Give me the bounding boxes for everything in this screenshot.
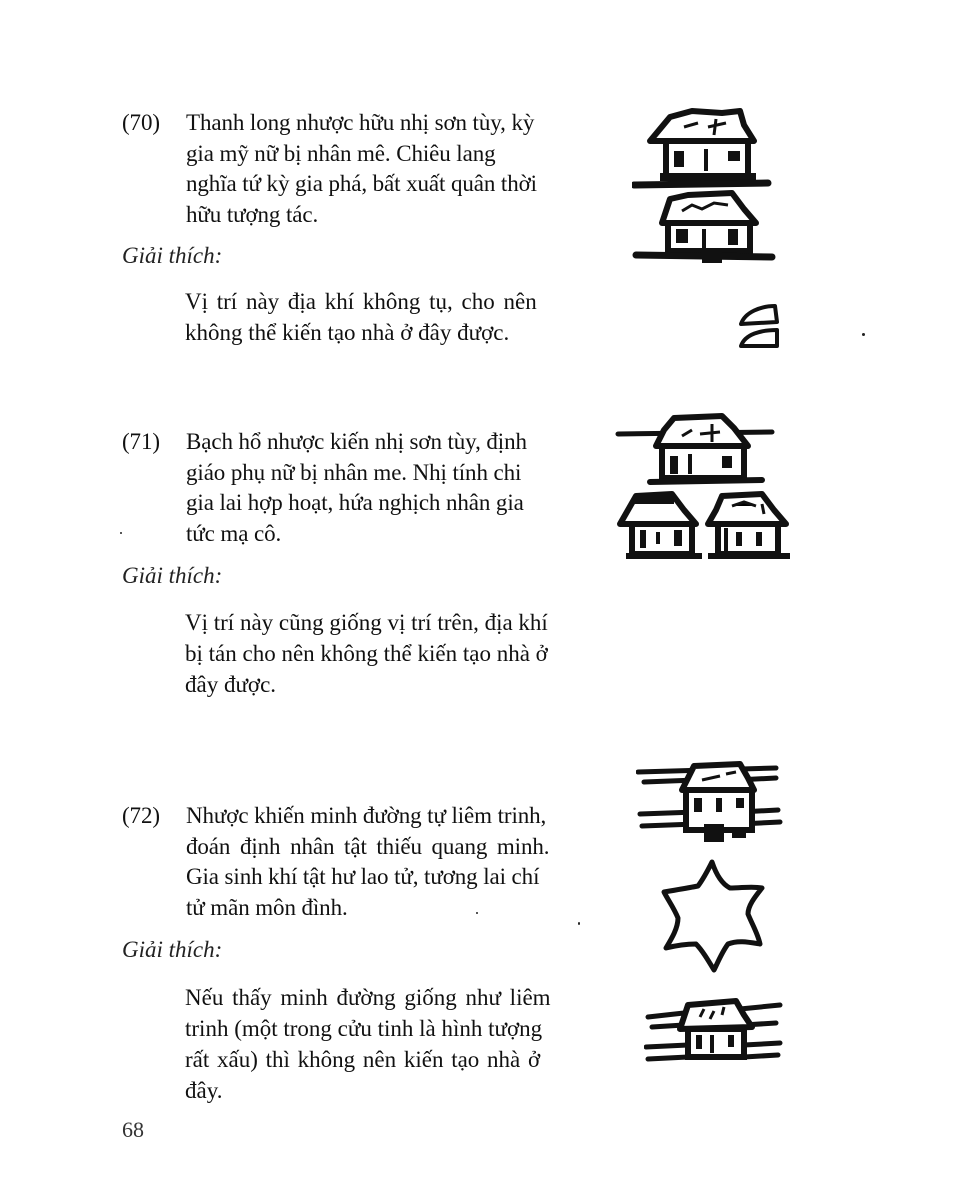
verse-line: gia mỹ nữ bị nhân mê. Chiêu lang	[186, 140, 496, 166]
verse-line: tử mãn môn đình.	[186, 894, 348, 920]
explanation-line: Vị trí này địa khí không tụ, cho nên	[185, 289, 537, 314]
explanation-line: bị tán cho nên không thể kiến tạo nhà ở	[185, 641, 548, 666]
explanation-line: đây.	[185, 1078, 223, 1103]
explanation-line: trinh (một trong cửu tinh là hình tượng	[185, 1016, 543, 1041]
verse-line: hữu tượng tác.	[186, 201, 319, 227]
verse-number: (71)	[122, 429, 160, 454]
explanation-label: Giải thích:	[122, 563, 223, 588]
verse-line: nghĩa tứ kỳ gia phá, bất xuất quân thời	[186, 171, 537, 196]
explanation-72	[185, 982, 551, 1106]
illustration-house-with-roads-icon	[636, 758, 786, 848]
explanation-line: đây được.	[185, 672, 277, 697]
explanation-71	[185, 607, 548, 700]
verse-line: Gia sinh khí tật hư lao tử, tương lai chí	[186, 864, 540, 889]
illustration-three-houses-icon	[612, 410, 792, 560]
print-speck	[862, 333, 865, 336]
explanation-label: Giải thích:	[122, 243, 223, 268]
verse-number: (70)	[122, 110, 160, 135]
explanation-line: Nếu thấy minh đường giống như liêm	[185, 985, 551, 1010]
explanation-70	[185, 286, 537, 348]
print-speck	[476, 912, 478, 914]
illustration-two-houses-icon	[632, 105, 782, 265]
explanation-line: không thể kiến tạo nhà ở đây được.	[185, 320, 510, 345]
verse-line: Bạch hổ nhược kiến nhị sơn tùy, định	[186, 429, 527, 454]
explanation-line: rất xấu) thì không nên kiến tạo nhà ở	[185, 1047, 541, 1072]
verse-line: tức mạ cô.	[186, 520, 282, 546]
six-pointed-star-shape-icon	[660, 858, 770, 973]
print-speck	[120, 532, 122, 534]
verse-line: Nhược khiến minh đường tự liêm trinh,	[186, 803, 547, 828]
verse-line: đoán định nhân tật thiếu quang minh.	[186, 833, 550, 859]
explanation-line: Vị trí này cũng giống vị trí trên, địa khí	[185, 610, 548, 635]
hill-curves-icon	[735, 302, 785, 352]
page-number: 68	[122, 1117, 144, 1142]
explanation-label: Giải thích:	[122, 937, 223, 962]
verse-line: Thanh long nhược hữu nhị sơn tùy, kỳ	[186, 110, 535, 135]
print-speck	[578, 922, 580, 925]
verse-line: gia lai hợp hoạt, hứa nghịch nhân gia	[186, 490, 524, 515]
verse-line: giáo phụ nữ bị nhân me. Nhị tính chi	[186, 459, 522, 485]
illustration-small-house-with-roads-icon	[644, 995, 784, 1075]
verse-number: (72)	[122, 803, 160, 828]
